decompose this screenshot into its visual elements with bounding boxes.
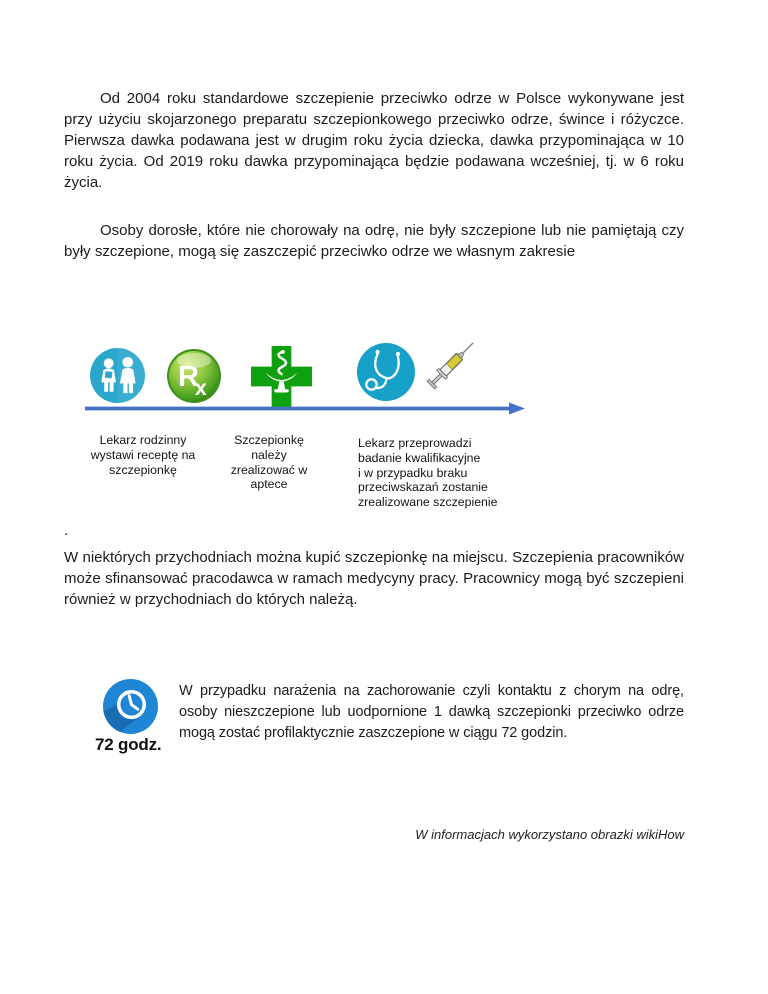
rx-letter-r: R	[178, 361, 199, 393]
paragraph-adults: Osoby dorosłe, które nie chorowały na odrę, nie były szczepione lub nie pamiętają czy były szczepione, mogą się zaszczepić przeciwko odrze we własnym zakresie	[64, 222, 684, 260]
paragraph-72h: W przypadku narażenia na zachorowanie czyli kontaktu z chorym na odrę, osoby nieszczepione lub uodpornione 1 dawką szczepionki przeciwko odrze mogą zostać profilaktycznie zaszczepione w ciągu 72 godzin.	[179, 683, 684, 741]
clock-icon	[103, 679, 158, 734]
timeline-arrow	[84, 402, 526, 415]
timeline-label-pharmacy: Szczepionkę należy zrealizować w aptece	[230, 433, 308, 492]
badge-72-godz: 72 godz.	[95, 735, 162, 754]
rx-prescription-icon	[167, 349, 221, 403]
timeline-label-qualification: Lekarz przeprowadzi badanie kwalifikacyjne i w przypadku braku przeciwskazań zostanie zrealizowane szczepienie	[358, 436, 498, 510]
rx-letter-x: x	[195, 377, 207, 400]
paragraph-vaccination-schedule: Od 2004 roku standardowe szczepienie przeciwko odrze w Polsce wykonywane jest przy użyciu skojarzonego preparatu szczepionkowego przeciwko odrze, śwince i różyczce. Pierwsza dawka podawana jest w drugim roku życia dziecka, dawka przypominająca w 10 roku życia. Od 2019 roku dawka przypominająca będzie podawana wcześniej, tj. w 6 roku życia.	[64, 90, 684, 191]
footer-credit: W informacjach wykorzystano obrazki wikiHow	[415, 827, 684, 842]
stray-period: .	[64, 522, 69, 539]
syringe-icon	[420, 332, 484, 396]
doctor-patient-icon	[90, 348, 145, 403]
pharmacy-cross-icon	[250, 345, 313, 408]
paragraph-clinics: W niektórych przychodniach można kupić szczepionkę na miejscu. Szczepienia pracowników może sfinansować pracodawca w ramach medycyny pracy. Pracownicy mogą być szczepieni również w przychodniach do których należą.	[64, 549, 684, 608]
timeline-label-prescription: Lekarz rodzinny wystawi receptę na szczepionkę	[90, 433, 196, 477]
stethoscope-icon	[357, 343, 415, 401]
